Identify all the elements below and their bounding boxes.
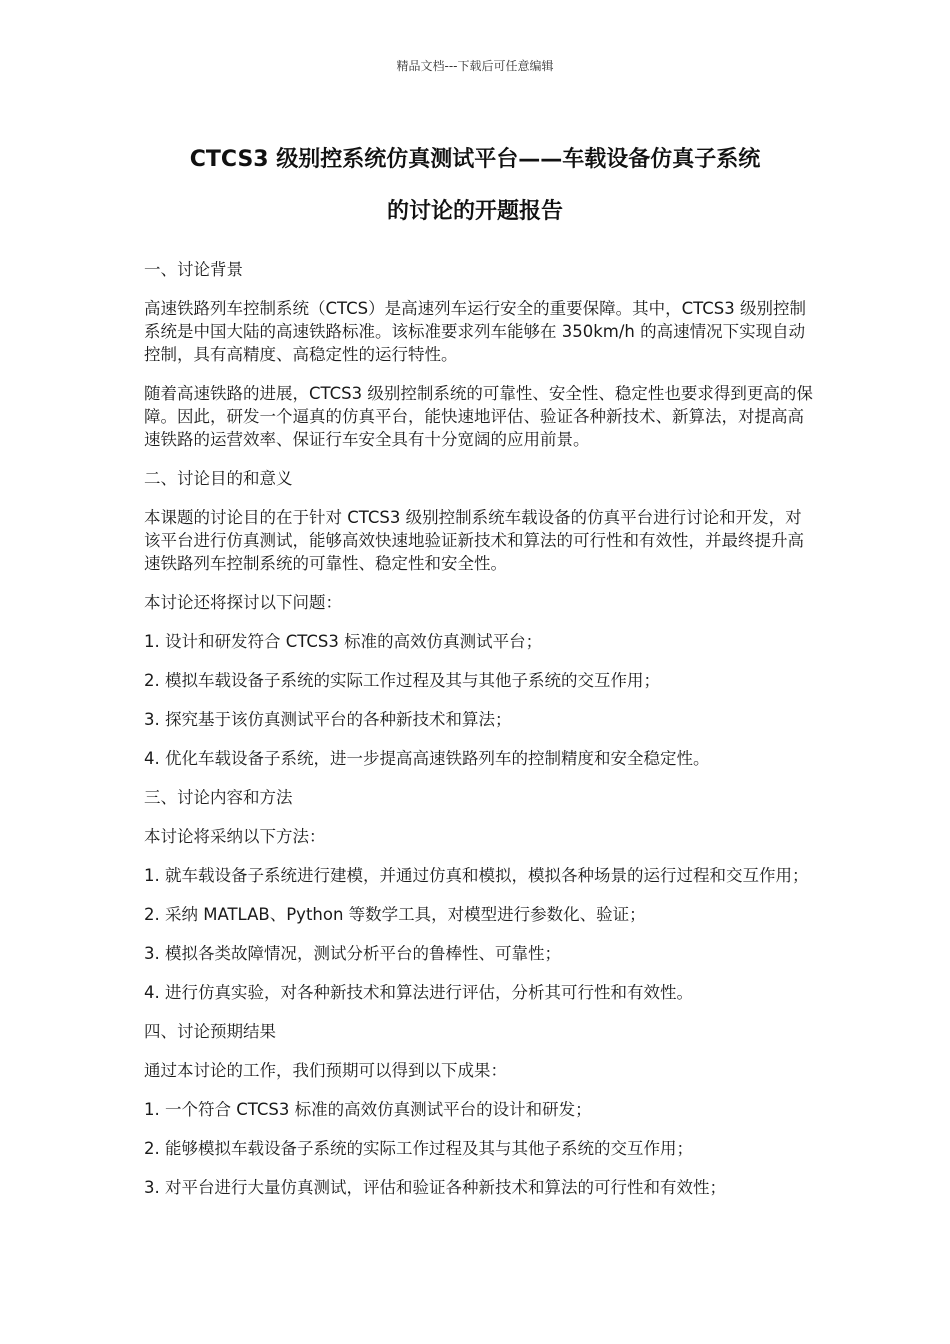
section-heading-methods: 三、讨论内容和方法 [144, 788, 293, 807]
paragraph: 本讨论还将探讨以下问题： [144, 593, 342, 612]
list-item: 3. 模拟各类故障情况，测试分析平台的鲁棒性、可靠性； [144, 944, 561, 963]
title-line-1: CTCS3 级别控系统仿真测试平台——车载设备仿真子系统 [189, 147, 761, 172]
paragraph: 高速铁路列车控制系统（CTCS）是高速列车运行安全的重要保障。其中，CTCS3 级别控制系统是中国大陆的高速铁路标准。该标准要求列车能够在 350km/h 的高速情况下实现自动控制，具有高精度、高稳定性的运行特性。 [144, 299, 806, 364]
list-item: 4. 进行仿真实验，对各种新技术和算法进行评估，分析其可行性和有效性。 [144, 983, 693, 1002]
list-item: 3. 探究基于该仿真测试平台的各种新技术和算法； [144, 710, 512, 729]
paragraph: 本讨论将采纳以下方法： [144, 827, 326, 846]
document-title [130, 134, 820, 238]
list-item: 2. 模拟车载设备子系统的实际工作过程及其与其他子系统的交互作用； [144, 671, 660, 690]
paragraph: 本课题的讨论目的在于针对 CTCS3 级别控制系统车载设备的仿真平台进行讨论和开发，对该平台进行仿真测试，能够高效快速地验证新技术和算法的可行性和有效性，并最终提升高速铁路列车控制系统的可靠性、稳定性和安全性。 [144, 508, 804, 573]
list-item: 1. 就车载设备子系统进行建模，并通过仿真和模拟，模拟各种场景的运行过程和交互作用； [144, 866, 809, 885]
list-item: 1. 一个符合 CTCS3 标准的高效仿真测试平台的设计和研发； [144, 1100, 592, 1119]
list-item: 1. 设计和研发符合 CTCS3 标准的高效仿真测试平台； [144, 632, 543, 651]
title-line-2: 的讨论的开题报告 [386, 199, 563, 224]
list-item: 4. 优化车载设备子系统，进一步提高高速铁路列车的控制精度和安全稳定性。 [144, 749, 710, 768]
header-note: 精品文档---下载后可任意编辑 [396, 59, 554, 73]
list-item: 2. 采纳 MATLAB、Python 等数学工具，对模型进行参数化、验证； [144, 905, 646, 924]
paragraph: 通过本讨论的工作，我们预期可以得到以下成果： [144, 1061, 507, 1080]
list-item: 3. 对平台进行大量仿真测试，评估和验证各种新技术和算法的可行性和有效性； [144, 1178, 726, 1197]
section-heading-results: 四、讨论预期结果 [144, 1022, 276, 1041]
paragraph: 随着高速铁路的进展，CTCS3 级别控制系统的可靠性、安全性、稳定性也要求得到更高的保障。因此，研发一个逼真的仿真平台，能快速地评估、验证各种新技术、新算法，对提高高速铁路的运营效率、保证行车安全具有十分宽阔的应用前景。 [144, 384, 813, 449]
document-body [144, 258, 816, 1215]
list-item: 2. 能够模拟车载设备子系统的实际工作过程及其与其他子系统的交互作用； [144, 1139, 693, 1158]
section-heading-background: 一、讨论背景 [144, 260, 243, 279]
section-heading-purpose: 二、讨论目的和意义 [144, 469, 293, 488]
